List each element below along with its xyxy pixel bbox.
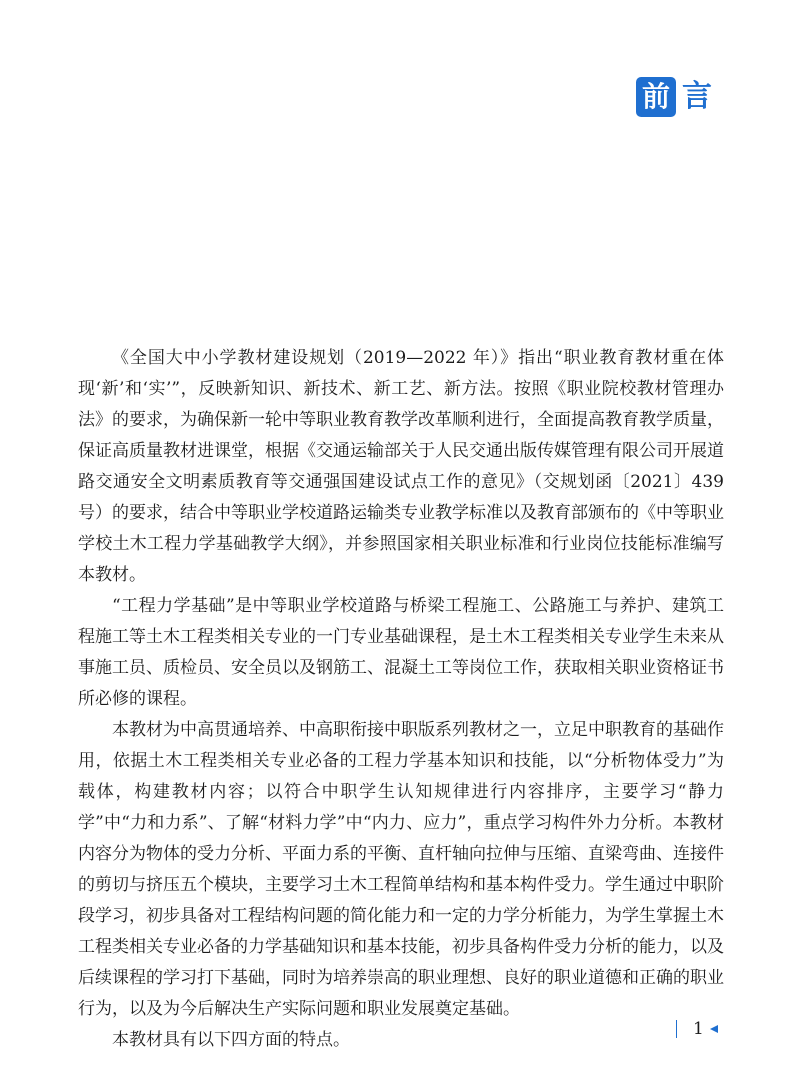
- paragraph: “工程力学基础”是中等职业学校道路与桥梁工程施工、公路施工与养护、建筑工程施工等土木工程类相关专业的一门专业基础课程，是土木工程类相关专业学生未来从事施工员、质检员、安全员以及钢筋工、混凝土工等岗位工作，获取相关职业资格证书所必修的课程。: [78, 596, 724, 709]
- section-heading: [636, 77, 712, 117]
- paragraph: 《全国大中小学教材建设规划（2019—2022 年）》指出“职业教育教材重在体现‘新’和‘实’”，反映新知识、新技术、新工艺、新方法。按照《职业院校教材管理办法》的要求，为确保新一轮中等职业教育教学改革顺利进行，全面提高教育教学质量，保证高质量教材进课堂，根据《交通运输部关于人民交通出版传媒管理有限公司开展道路交通安全文明素质教育等交通强国建设试点工作的意见》（交规划函〔2021〕439 号）的要求，结合中等职业学校道路运输类专业教学标准以及教育部颁布的《中等职业学校土木工程力学基础教学大纲》，并参照国家相关职业标准和行业岗位技能标准编写本教材。: [78, 348, 724, 585]
- heading-first-char-box: 前: [636, 77, 676, 117]
- left-arrow-icon: [710, 1025, 718, 1033]
- paragraph: 本教材为中高贯通培养、中高职衔接中职版系列教材之一，立足中职教育的基础作用，依据土木工程类相关专业必备的工程力学基本知识和技能，以“分析物体受力”为载体，构建教材内容；以符合中职学生认知规律进行内容排序，主要学习“静力学”中“力和力系”、了解“材料力学”中“内力、应力”，重点学习构件外力分析。本教材内容分为物体的受力分析、平面力系的平衡、直杆轴向拉伸与压缩、直梁弯曲、连接件的剪切与挤压五个模块，主要学习土木工程简单结构和基本构件受力。学生通过中职阶段学习，初步具备对工程结构问题的简化能力和一定的力学分析能力，为学生掌握土木工程类相关专业必备的力学基础知识和基本技能，初步具备构件受力分析的能力，以及后续课程的学习打下基础，同时为培养崇高的职业理想、良好的职业道德和正确的职业行为，以及为今后解决生产实际问题和职业发展奠定基础。: [78, 720, 724, 1019]
- footer-divider: [676, 1020, 677, 1038]
- page-number: 1: [693, 1019, 704, 1039]
- paragraph: 本教材具有以下四方面的特点。: [112, 1030, 350, 1050]
- preface-body: [78, 343, 724, 1056]
- heading-rest-text: 言: [682, 79, 712, 114]
- page-footer: [676, 1018, 718, 1040]
